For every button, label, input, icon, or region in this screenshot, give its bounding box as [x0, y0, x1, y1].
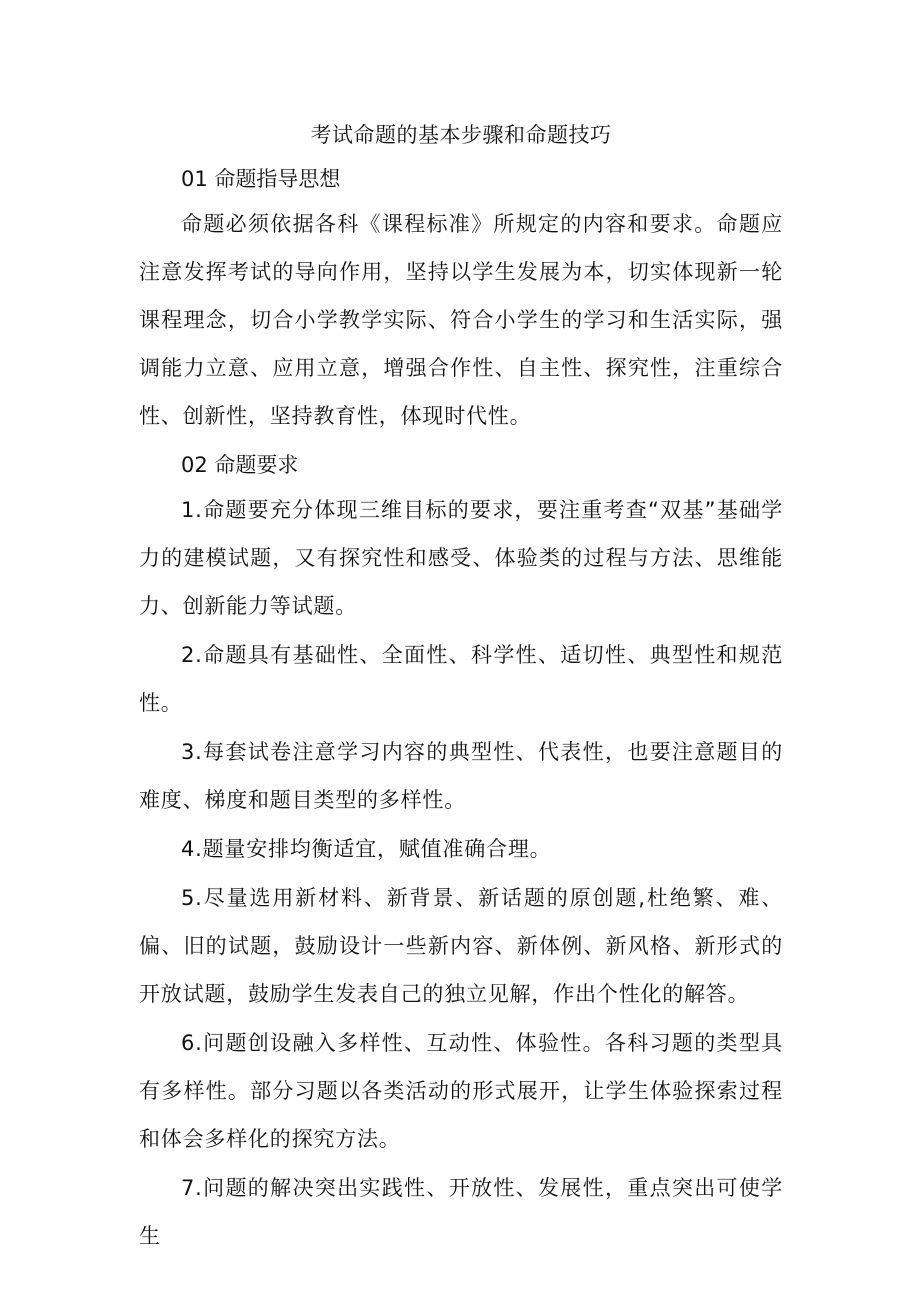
- section-heading-guiding-ideology: 01 命题指导思想: [181, 167, 341, 191]
- requirement-item-7: 7.问题的解决突出实践性、开放性、发展性，重点突出可使学生: [139, 1176, 783, 1248]
- requirement-item-3: 3.每套试卷注意学习内容的典型性、代表性，也要注意题目的难度、梯度和题目类型的多样性。: [139, 740, 783, 812]
- requirement-item-2: 2.命题具有基础性、全面性、科学性、适切性、典型性和规范性。: [139, 643, 783, 715]
- requirement-item-5: 5.尽量选用新材料、新背景、新话题的原创题,杜绝繁、难、偏、旧的试题，鼓励设计一些新内容、新体例、新风格、新形式的开放试题，鼓励学生发表自己的独立见解，作出个性化的解答。: [139, 886, 783, 1006]
- section-heading-requirements: 02 命题要求: [181, 453, 299, 477]
- document-title: 考试命题的基本步骤和命题技巧: [310, 123, 612, 147]
- requirement-item-6: 6.问题创设融入多样性、互动性、体验性。各科习题的类型具有多样性。部分习题以各类活动的形式展开，让学生体验探索过程和体会多样化的探究方法。: [139, 1031, 783, 1151]
- requirement-item-1: 1.命题要充分体现三维目标的要求，要注重考查“双基”基础学力的建模试题，又有探究性和感受、体验类的过程与方法、思维能力、创新能力等试题。: [139, 498, 783, 618]
- document-body: [139, 120, 783, 1261]
- requirement-item-4: 4.题量安排均衡适宜，赋值准确合理。: [181, 837, 552, 861]
- paragraph-guiding-ideology: 命题必须依据各科《课程标准》所规定的内容和要求。命题应注意发挥考试的导向作用，坚持以学生发展为本，切实体现新一轮课程理念，切合小学教学实际、符合小学生的学习和生活实际，强调能力立意、应用立意，增强合作性、自主性、探究性，注重综合性、创新性，坚持教育性，体现时代性。: [139, 212, 783, 428]
